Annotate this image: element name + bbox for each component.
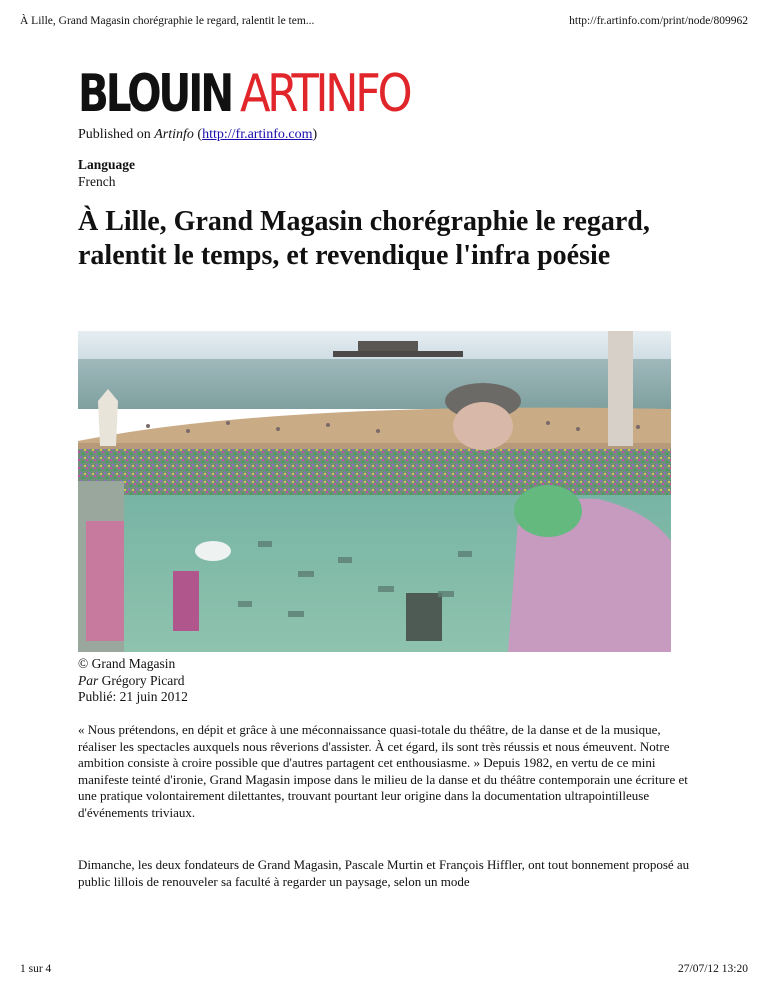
- beach-scene-image: [78, 331, 671, 652]
- photo-caption: [78, 656, 188, 706]
- print-datetime: 27/07/12 13:20: [678, 963, 748, 975]
- photo-credit: © Grand Magasin: [78, 656, 176, 671]
- published-site: Artinfo: [154, 127, 194, 142]
- published-prefix: Published on: [78, 127, 155, 142]
- published-on-line: [78, 127, 317, 143]
- published-close-paren: ): [312, 127, 318, 142]
- blouin-artinfo-logo: [78, 64, 437, 124]
- publish-date: Publié: 21 juin 2012: [78, 689, 188, 704]
- logo-part-artinfo: ARTINFO: [240, 64, 410, 124]
- print-page-title: À Lille, Grand Magasin chorégraphie le regard, ralentit le tem...: [20, 15, 315, 27]
- published-open-paren: (: [193, 127, 203, 142]
- article-paragraph: « Nous prétendons, en dépit et grâce à une méconnaissance quasi-totale du théâtre, de la danse et de la musique, réaliser les spectacles auxquels nous rêverions d'assister. À cet égard, ils sont très réussis et nous émeuvent. Notre ambition consiste à croire possible que d'autres partagent cet enthousiasme. » Depuis 1982, en vertu de ce mini manifeste teinté d'ironie, Grand Magasin impose dans le milieu de la danse et du théâtre contemporain une écriture et une pratique volontairement dilettantes, trouvant pourtant leur origine dans la documentation ultrapointilleuse d'événements triviaux.: [78, 722, 688, 820]
- print-footer: [20, 963, 748, 975]
- language-label: Language: [78, 157, 136, 172]
- article-photo: [78, 331, 671, 652]
- page-number: 1 sur 4: [20, 963, 52, 975]
- print-header: [20, 15, 748, 27]
- author-name: Grégory Picard: [98, 672, 185, 688]
- byline: [78, 673, 188, 690]
- article-title: À Lille, Grand Magasin chorégraphie le regard, ralentit le temps, et revendique l'infra poésie: [78, 206, 650, 271]
- byline-prefix: Par: [78, 672, 99, 688]
- article-paragraph: Dimanche, les deux fondateurs de Grand Magasin, Pascale Murtin et François Hiffler, ont tout bonnement proposé au public lillois de renouveler sa faculté à regarder un paysage, selon un mode: [78, 857, 690, 889]
- print-page-url: http://fr.artinfo.com/print/node/809962: [569, 15, 748, 27]
- language-value: French: [78, 174, 116, 189]
- site-link[interactable]: http://fr.artinfo.com: [202, 127, 313, 142]
- logo-part-blouin: BLOUIN: [78, 64, 232, 124]
